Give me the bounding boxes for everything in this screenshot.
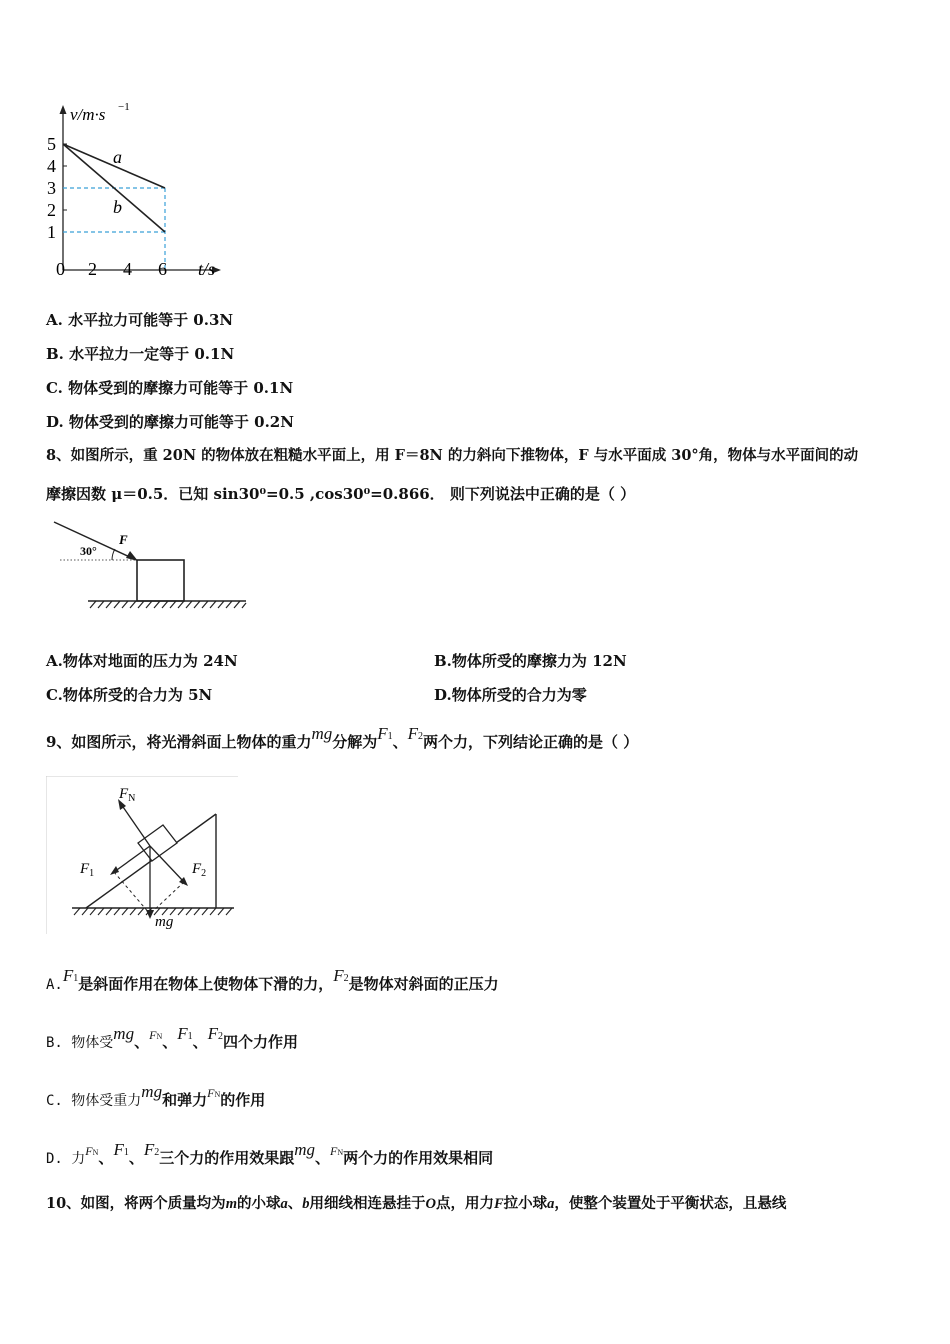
q10-stem: 10、如图，将两个质量均为m的小球a、b用细线相连悬挂于O点，用力F拉小球a，使整个装置处于平衡状态，且悬线 (46, 1195, 787, 1212)
q9-option-c: C. 物体受重力mg和弹力$^{FN}$的作用 (46, 1082, 266, 1109)
fn-label: $F_N$ (119, 786, 136, 804)
q9-option-a: A.F1是斜面作用在物体上使物体下滑的力，F2是物体对斜面的正压力 (46, 966, 499, 993)
y-tick-1: 1 (47, 222, 56, 242)
fn-symbol: FN (330, 1144, 344, 1158)
normal-force-line (121, 804, 150, 846)
line-a-label: a (113, 147, 122, 167)
force-label: F (119, 532, 128, 547)
mg-symbol: mg (294, 1140, 316, 1159)
q7-option-d (46, 412, 294, 432)
q7-option-a (46, 310, 233, 330)
f1-label: $F_1$ (80, 861, 95, 879)
f2-label: $F_2$ (192, 861, 207, 879)
q7-option-d-text: D. 物体受到的摩擦力可能等于 0.2N (46, 413, 294, 431)
q7-option-b-text: B. 水平拉力一定等于 0.1N (46, 345, 235, 363)
x-tick-4: 4 (123, 259, 132, 279)
f2-line (150, 846, 184, 882)
x-axis-label: t/s (198, 259, 216, 279)
f1-symbol: F1 (113, 1140, 129, 1159)
f1-symbol: F1 (62, 966, 79, 985)
q7-option-c-text: C. 物体受到的摩擦力可能等于 0.1N (46, 379, 294, 397)
f2-symbol: F2 (207, 1024, 224, 1043)
q9-option-b: B. 物体受mg、$^{FN}$、F1、F2四个力作用 (46, 1024, 299, 1051)
q9-f2-symbol: F2 (407, 724, 424, 743)
q9-f1-symbol: F1 (377, 724, 393, 743)
angle-label: 30° (80, 544, 97, 558)
y-tick-4: 4 (47, 156, 56, 176)
x-tick-0: 0 (56, 259, 65, 279)
y-tick-3: 3 (47, 178, 56, 198)
q8-option-a: A.物体对地面的压力为 24N (46, 652, 238, 670)
y-axis-arrow (60, 105, 67, 114)
q8-stem-line2: 摩擦因数 μ＝0.5．已知 sin30⁰=0.5 ,cos30⁰=0.866． 则下列说法中正确的是（ ） (46, 485, 636, 503)
y-axis-label: v/m·s (70, 105, 106, 124)
q8-option-c: C.物体所受的合力为 5N (46, 686, 213, 704)
q8-option-d: D.物体所受的合力为零 (434, 686, 587, 704)
x-tick-6: 6 (158, 259, 167, 279)
mg-symbol: mg (141, 1082, 163, 1101)
y-axis-exponent: −1 (118, 101, 130, 113)
f1-line (114, 846, 150, 872)
f2-symbol: F2 (333, 966, 349, 985)
line-b-label: b (113, 197, 122, 217)
fn-symbol: FN (85, 1144, 99, 1158)
fn-symbol: FN (149, 1028, 163, 1042)
x-tick-2: 2 (88, 259, 97, 279)
q9-incline-figure (46, 776, 241, 936)
velocity-time-graph (40, 95, 240, 285)
y-tick-5: 5 (47, 134, 56, 154)
f2-symbol: F2 (143, 1140, 160, 1159)
block (137, 560, 184, 601)
f1-symbol: F1 (177, 1024, 193, 1043)
q9-option-d: D. 力$^{FN}$、F1、F2三个力的作用效果跟mg、$^{FN}$两个力的作用效果相同 (46, 1140, 494, 1167)
q8-figure (46, 515, 251, 615)
block (138, 825, 177, 861)
mg-label: mg (155, 914, 174, 930)
mg-symbol: mg (113, 1024, 135, 1043)
q7-option-b (46, 344, 234, 364)
q8-stem-line1: 8、如图所示，重 20N 的物体放在粗糙水平面上，用 F＝8N 的力斜向下推物体，F 与水平面成 30°角，物体与水平面间的动 (46, 447, 859, 464)
fn-symbol: FN (207, 1086, 221, 1100)
q7-option-c (46, 378, 293, 398)
q7-option-a-text: A. 水平拉力可能等于 0.3N (46, 311, 234, 329)
f1-arrow (110, 866, 119, 875)
q8-option-b: B.物体所受的摩擦力为 12N (434, 652, 627, 670)
q9-mg-symbol: mg (311, 724, 333, 743)
q9-stem: 9、如图所示，将光滑斜面上物体的重力mg分解为F1、F2两个力，下列结论正确的是（ ） (46, 724, 639, 751)
y-tick-2: 2 (47, 200, 56, 220)
